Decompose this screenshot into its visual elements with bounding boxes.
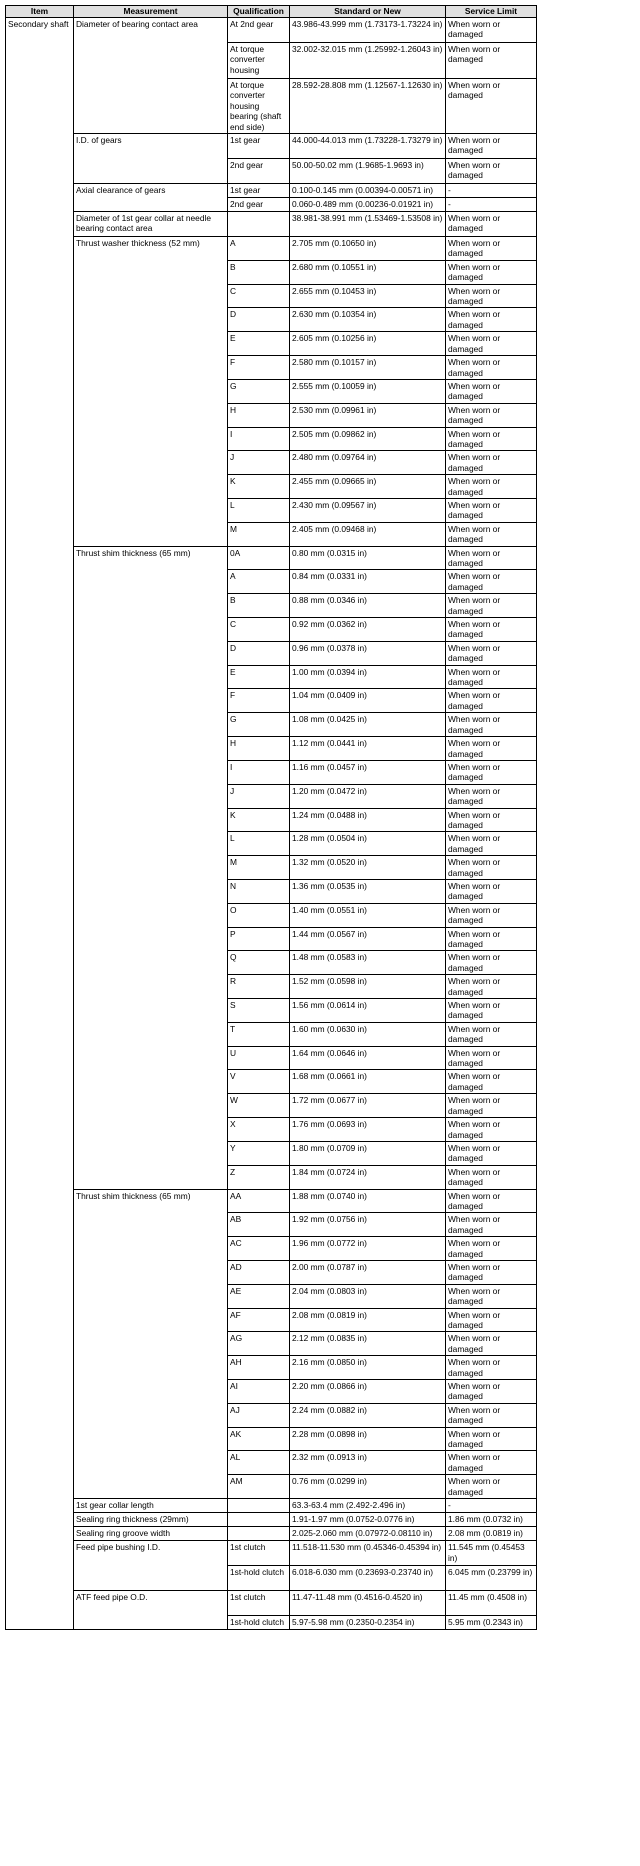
measurement-cell: I.D. of gears xyxy=(74,134,228,184)
header-row xyxy=(6,6,537,18)
service-limit-cell: When worn or damaged xyxy=(446,1475,537,1499)
standard-cell: 1.36 mm (0.0535 in) xyxy=(290,879,446,903)
standard-cell: 1.24 mm (0.0488 in) xyxy=(290,808,446,832)
standard-cell: 1.88 mm (0.0740 in) xyxy=(290,1189,446,1213)
qualification-cell: F xyxy=(228,356,290,380)
service-limit-cell: When worn or damaged xyxy=(446,379,537,403)
qualification-cell: M xyxy=(228,522,290,546)
service-limit-cell: When worn or damaged xyxy=(446,1141,537,1165)
service-limit-cell: When worn or damaged xyxy=(446,522,537,546)
qualification-cell: 1st clutch xyxy=(228,1541,290,1566)
service-limit-cell: When worn or damaged xyxy=(446,546,537,570)
standard-cell: 2.16 mm (0.0850 in) xyxy=(290,1356,446,1380)
standard-cell: 2.455 mm (0.09665 in) xyxy=(290,475,446,499)
standard-cell: 1.44 mm (0.0567 in) xyxy=(290,927,446,951)
service-limit-cell: When worn or damaged xyxy=(446,260,537,284)
service-limit-cell: - xyxy=(446,198,537,212)
service-limit-cell: When worn or damaged xyxy=(446,1213,537,1237)
standard-cell: 1.96 mm (0.0772 in) xyxy=(290,1237,446,1261)
service-limit-cell: When worn or damaged xyxy=(446,856,537,880)
standard-cell: 1.28 mm (0.0504 in) xyxy=(290,832,446,856)
qualification-cell: 1st gear xyxy=(228,134,290,159)
qualification-cell: 0A xyxy=(228,546,290,570)
standard-cell: 2.555 mm (0.10059 in) xyxy=(290,379,446,403)
standard-cell: 0.96 mm (0.0378 in) xyxy=(290,641,446,665)
qualification-cell: AD xyxy=(228,1260,290,1284)
qualification-cell: E xyxy=(228,332,290,356)
service-limit-cell: 11.545 mm (0.45453 in) xyxy=(446,1541,537,1566)
standard-cell: 1.32 mm (0.0520 in) xyxy=(290,856,446,880)
qualification-cell: 2nd gear xyxy=(228,198,290,212)
service-limit-cell: When worn or damaged xyxy=(446,737,537,761)
measurement-cell: ATF feed pipe O.D. xyxy=(74,1591,228,1630)
service-limit-cell: When worn or damaged xyxy=(446,332,537,356)
qualification-cell: M xyxy=(228,856,290,880)
qualification-cell: AH xyxy=(228,1356,290,1380)
qualification-cell: L xyxy=(228,832,290,856)
table-row xyxy=(6,184,537,198)
service-limit-cell: When worn or damaged xyxy=(446,832,537,856)
service-limit-cell: 1.86 mm (0.0732 in) xyxy=(446,1513,537,1527)
qualification-cell: G xyxy=(228,713,290,737)
qualification-cell: 1st-hold clutch xyxy=(228,1566,290,1591)
service-limit-cell: When worn or damaged xyxy=(446,1284,537,1308)
qualification-cell: AF xyxy=(228,1308,290,1332)
spec-table-body xyxy=(6,18,537,1630)
item-cell: Secondary shaft xyxy=(6,18,74,1630)
qualification-cell: B xyxy=(228,594,290,618)
qualification-cell: At torque converter housing bearing (shaft end side) xyxy=(228,79,290,134)
service-limit-cell: When worn or damaged xyxy=(446,1237,537,1261)
standard-cell: 11.518-11.530 mm (0.45346-0.45394 in) xyxy=(290,1541,446,1566)
standard-cell: 2.32 mm (0.0913 in) xyxy=(290,1451,446,1475)
qualification-cell: W xyxy=(228,1094,290,1118)
table-row xyxy=(6,1513,537,1527)
standard-cell: 2.28 mm (0.0898 in) xyxy=(290,1427,446,1451)
qualification-cell: J xyxy=(228,451,290,475)
standard-cell: 6.018-6.030 mm (0.23693-0.23740 in) xyxy=(290,1566,446,1591)
table-row xyxy=(6,212,537,237)
header-qualification: Qualification xyxy=(228,6,290,18)
table-row xyxy=(6,134,537,159)
qualification-cell: AJ xyxy=(228,1403,290,1427)
standard-cell: 0.92 mm (0.0362 in) xyxy=(290,618,446,642)
service-limit-cell: When worn or damaged xyxy=(446,903,537,927)
service-limit-cell: - xyxy=(446,184,537,198)
service-limit-cell: When worn or damaged xyxy=(446,784,537,808)
qualification-cell: 1st-hold clutch xyxy=(228,1616,290,1630)
service-limit-cell: When worn or damaged xyxy=(446,1022,537,1046)
service-limit-cell: When worn or damaged xyxy=(446,808,537,832)
standard-cell: 1.40 mm (0.0551 in) xyxy=(290,903,446,927)
service-limit-cell: 5.95 mm (0.2343 in) xyxy=(446,1616,537,1630)
service-limit-cell: When worn or damaged xyxy=(446,999,537,1023)
qualification-cell: K xyxy=(228,475,290,499)
service-limit-cell: When worn or damaged xyxy=(446,43,537,79)
standard-cell: 1.52 mm (0.0598 in) xyxy=(290,975,446,999)
service-limit-cell: When worn or damaged xyxy=(446,879,537,903)
standard-cell: 2.630 mm (0.10354 in) xyxy=(290,308,446,332)
standard-cell: 2.505 mm (0.09862 in) xyxy=(290,427,446,451)
standard-cell: 2.480 mm (0.09764 in) xyxy=(290,451,446,475)
standard-cell: 1.92 mm (0.0756 in) xyxy=(290,1213,446,1237)
qualification-cell: L xyxy=(228,498,290,522)
standard-cell: 0.88 mm (0.0346 in) xyxy=(290,594,446,618)
standard-cell: 1.56 mm (0.0614 in) xyxy=(290,999,446,1023)
service-limit-cell: When worn or damaged xyxy=(446,403,537,427)
table-row xyxy=(6,18,537,43)
measurement-cell: Diameter of 1st gear collar at needle bearing contact area xyxy=(74,212,228,237)
standard-cell: 0.100-0.145 mm (0.00394-0.00571 in) xyxy=(290,184,446,198)
standard-cell: 1.48 mm (0.0583 in) xyxy=(290,951,446,975)
qualification-cell xyxy=(228,212,290,237)
service-limit-cell: When worn or damaged xyxy=(446,570,537,594)
qualification-cell: G xyxy=(228,379,290,403)
standard-cell: 32.002-32.015 mm (1.25992-1.26043 in) xyxy=(290,43,446,79)
qualification-cell xyxy=(228,1499,290,1513)
standard-cell: 2.20 mm (0.0866 in) xyxy=(290,1380,446,1404)
measurement-cell: Sealing ring groove width xyxy=(74,1527,228,1541)
service-limit-cell: When worn or damaged xyxy=(446,713,537,737)
qualification-cell: C xyxy=(228,618,290,642)
qualification-cell: V xyxy=(228,1070,290,1094)
measurement-cell: Sealing ring thickness (29mm) xyxy=(74,1513,228,1527)
service-limit-cell: When worn or damaged xyxy=(446,159,537,184)
standard-cell: 2.00 mm (0.0787 in) xyxy=(290,1260,446,1284)
service-limit-cell: When worn or damaged xyxy=(446,1356,537,1380)
qualification-cell: H xyxy=(228,737,290,761)
standard-cell: 1.68 mm (0.0661 in) xyxy=(290,1070,446,1094)
service-limit-cell: When worn or damaged xyxy=(446,356,537,380)
service-limit-cell: When worn or damaged xyxy=(446,1070,537,1094)
service-limit-cell: - xyxy=(446,1499,537,1513)
qualification-cell: A xyxy=(228,570,290,594)
service-limit-cell: When worn or damaged xyxy=(446,498,537,522)
service-limit-cell: When worn or damaged xyxy=(446,284,537,308)
qualification-cell: A xyxy=(228,237,290,261)
service-limit-cell: When worn or damaged xyxy=(446,1260,537,1284)
service-limit-cell: When worn or damaged xyxy=(446,79,537,134)
qualification-cell: AA xyxy=(228,1189,290,1213)
service-limit-cell: When worn or damaged xyxy=(446,641,537,665)
standard-cell: 0.060-0.489 mm (0.00236-0.01921 in) xyxy=(290,198,446,212)
qualification-cell: J xyxy=(228,784,290,808)
qualification-cell: At 2nd gear xyxy=(228,18,290,43)
qualification-cell: I xyxy=(228,427,290,451)
qualification-cell: D xyxy=(228,641,290,665)
qualification-cell: R xyxy=(228,975,290,999)
service-limit-cell: When worn or damaged xyxy=(446,951,537,975)
service-limit-cell: When worn or damaged xyxy=(446,475,537,499)
service-limit-cell: When worn or damaged xyxy=(446,665,537,689)
service-limit-cell: When worn or damaged xyxy=(446,594,537,618)
standard-cell: 1.08 mm (0.0425 in) xyxy=(290,713,446,737)
qualification-cell: 1st clutch xyxy=(228,1591,290,1616)
measurement-cell: Thrust washer thickness (52 mm) xyxy=(74,237,228,547)
table-row xyxy=(6,546,537,570)
measurement-cell: Axial clearance of gears xyxy=(74,184,228,212)
qualification-cell: E xyxy=(228,665,290,689)
qualification-cell: Y xyxy=(228,1141,290,1165)
standard-cell: 2.680 mm (0.10551 in) xyxy=(290,260,446,284)
service-limit-cell: 2.08 mm (0.0819 in) xyxy=(446,1527,537,1541)
standard-cell: 1.72 mm (0.0677 in) xyxy=(290,1094,446,1118)
qualification-cell: 2nd gear xyxy=(228,159,290,184)
standard-cell: 1.00 mm (0.0394 in) xyxy=(290,665,446,689)
standard-cell: 1.20 mm (0.0472 in) xyxy=(290,784,446,808)
table-row xyxy=(6,1527,537,1541)
service-limit-cell: When worn or damaged xyxy=(446,689,537,713)
standard-cell: 0.84 mm (0.0331 in) xyxy=(290,570,446,594)
standard-cell: 2.08 mm (0.0819 in) xyxy=(290,1308,446,1332)
qualification-cell: N xyxy=(228,879,290,903)
standard-cell: 1.64 mm (0.0646 in) xyxy=(290,1046,446,1070)
service-limit-cell: 11.45 mm (0.4508 in) xyxy=(446,1591,537,1616)
standard-cell: 38.981-38.991 mm (1.53469-1.53508 in) xyxy=(290,212,446,237)
measurement-cell: Feed pipe bushing I.D. xyxy=(74,1541,228,1591)
service-limit-cell: When worn or damaged xyxy=(446,1094,537,1118)
measurement-cell: Diameter of bearing contact area xyxy=(74,18,228,134)
standard-cell: 1.76 mm (0.0693 in) xyxy=(290,1118,446,1142)
header-measurement: Measurement xyxy=(74,6,228,18)
standard-cell: 44.000-44.013 mm (1.73228-1.73279 in) xyxy=(290,134,446,159)
standard-cell: 2.24 mm (0.0882 in) xyxy=(290,1403,446,1427)
standard-cell: 1.84 mm (0.0724 in) xyxy=(290,1165,446,1189)
qualification-cell xyxy=(228,1513,290,1527)
standard-cell: 28.592-28.808 mm (1.12567-1.12630 in) xyxy=(290,79,446,134)
standard-cell: 2.405 mm (0.09468 in) xyxy=(290,522,446,546)
qualification-cell: K xyxy=(228,808,290,832)
standard-cell: 1.12 mm (0.0441 in) xyxy=(290,737,446,761)
service-limit-cell: When worn or damaged xyxy=(446,1046,537,1070)
service-limit-cell: When worn or damaged xyxy=(446,927,537,951)
standard-cell: 1.60 mm (0.0630 in) xyxy=(290,1022,446,1046)
service-limit-cell: When worn or damaged xyxy=(446,1427,537,1451)
standard-cell: 11.47-11.48 mm (0.4516-0.4520 in) xyxy=(290,1591,446,1616)
table-row xyxy=(6,237,537,261)
qualification-cell: AL xyxy=(228,1451,290,1475)
service-limit-cell: When worn or damaged xyxy=(446,1380,537,1404)
qualification-cell: P xyxy=(228,927,290,951)
qualification-cell: F xyxy=(228,689,290,713)
qualification-cell: AM xyxy=(228,1475,290,1499)
standard-cell: 5.97-5.98 mm (0.2350-0.2354 in) xyxy=(290,1616,446,1630)
qualification-cell: X xyxy=(228,1118,290,1142)
standard-cell: 50.00-50.02 mm (1.9685-1.9693 in) xyxy=(290,159,446,184)
standard-cell: 2.655 mm (0.10453 in) xyxy=(290,284,446,308)
standard-cell: 2.705 mm (0.10650 in) xyxy=(290,237,446,261)
measurement-cell: Thrust shim thickness (65 mm) xyxy=(74,546,228,1189)
standard-cell: 1.04 mm (0.0409 in) xyxy=(290,689,446,713)
table-row xyxy=(6,1189,537,1213)
service-limit-cell: When worn or damaged xyxy=(446,1118,537,1142)
service-limit-cell: When worn or damaged xyxy=(446,975,537,999)
header-item: Item xyxy=(6,6,74,18)
qualification-cell: Z xyxy=(228,1165,290,1189)
qualification-cell: AB xyxy=(228,1213,290,1237)
service-limit-cell: When worn or damaged xyxy=(446,1308,537,1332)
qualification-cell: B xyxy=(228,260,290,284)
service-limit-cell: When worn or damaged xyxy=(446,237,537,261)
service-limit-cell: When worn or damaged xyxy=(446,1451,537,1475)
qualification-cell: AI xyxy=(228,1380,290,1404)
table-row xyxy=(6,1499,537,1513)
standard-cell: 0.76 mm (0.0299 in) xyxy=(290,1475,446,1499)
standard-cell: 2.430 mm (0.09567 in) xyxy=(290,498,446,522)
qualification-cell: I xyxy=(228,760,290,784)
qualification-cell: AG xyxy=(228,1332,290,1356)
header-standard: Standard or New xyxy=(290,6,446,18)
service-limit-cell: When worn or damaged xyxy=(446,427,537,451)
qualification-cell: H xyxy=(228,403,290,427)
qualification-cell: D xyxy=(228,308,290,332)
service-limit-cell: 6.045 mm (0.23799 in) xyxy=(446,1566,537,1591)
standard-cell: 2.12 mm (0.0835 in) xyxy=(290,1332,446,1356)
qualification-cell: S xyxy=(228,999,290,1023)
service-limit-cell: When worn or damaged xyxy=(446,618,537,642)
standard-cell: 1.80 mm (0.0709 in) xyxy=(290,1141,446,1165)
service-limit-cell: When worn or damaged xyxy=(446,1165,537,1189)
measurement-cell: Thrust shim thickness (65 mm) xyxy=(74,1189,228,1499)
service-limit-cell: When worn or damaged xyxy=(446,1403,537,1427)
measurement-cell: 1st gear collar length xyxy=(74,1499,228,1513)
qualification-cell: AC xyxy=(228,1237,290,1261)
standard-cell: 43.986-43.999 mm (1.73173-1.73224 in) xyxy=(290,18,446,43)
qualification-cell: At torque converter housing xyxy=(228,43,290,79)
qualification-cell: AE xyxy=(228,1284,290,1308)
standard-cell: 2.025-2.060 mm (0.07972-0.08110 in) xyxy=(290,1527,446,1541)
standard-cell: 2.580 mm (0.10157 in) xyxy=(290,356,446,380)
service-limit-cell: When worn or damaged xyxy=(446,451,537,475)
qualification-cell: 1st gear xyxy=(228,184,290,198)
qualification-cell: U xyxy=(228,1046,290,1070)
standard-cell: 1.91-1.97 mm (0.0752-0.0776 in) xyxy=(290,1513,446,1527)
service-limit-cell: When worn or damaged xyxy=(446,134,537,159)
standard-cell: 2.04 mm (0.0803 in) xyxy=(290,1284,446,1308)
standard-cell: 0.80 mm (0.0315 in) xyxy=(290,546,446,570)
spec-table xyxy=(5,5,537,1630)
service-limit-cell: When worn or damaged xyxy=(446,308,537,332)
standard-cell: 1.16 mm (0.0457 in) xyxy=(290,760,446,784)
service-limit-cell: When worn or damaged xyxy=(446,760,537,784)
standard-cell: 63.3-63.4 mm (2.492-2.496 in) xyxy=(290,1499,446,1513)
table-row xyxy=(6,1591,537,1616)
qualification-cell: Q xyxy=(228,951,290,975)
standard-cell: 2.605 mm (0.10256 in) xyxy=(290,332,446,356)
table-row xyxy=(6,1541,537,1566)
qualification-cell: C xyxy=(228,284,290,308)
qualification-cell: AK xyxy=(228,1427,290,1451)
header-service-limit: Service Limit xyxy=(446,6,537,18)
service-limit-cell: When worn or damaged xyxy=(446,1332,537,1356)
qualification-cell: T xyxy=(228,1022,290,1046)
service-limit-cell: When worn or damaged xyxy=(446,212,537,237)
service-limit-cell: When worn or damaged xyxy=(446,18,537,43)
service-limit-cell: When worn or damaged xyxy=(446,1189,537,1213)
standard-cell: 2.530 mm (0.09961 in) xyxy=(290,403,446,427)
spec-document xyxy=(5,5,536,1630)
qualification-cell: O xyxy=(228,903,290,927)
qualification-cell xyxy=(228,1527,290,1541)
